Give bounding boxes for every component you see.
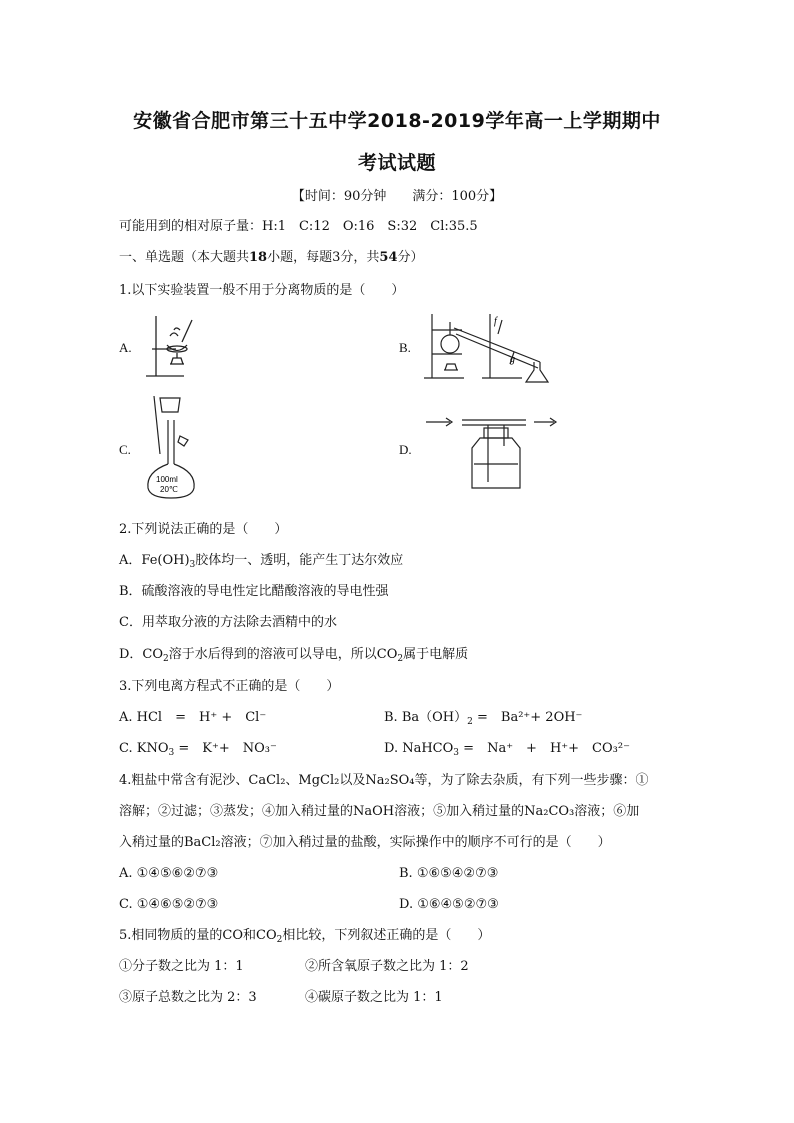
q1-option-d-label: D.	[399, 442, 412, 457]
q1-option-c-label: C.	[119, 442, 131, 457]
q4-stem-line3: 入稍过量的BaCl₂溶液；⑦加入稍过量的盐酸，实际操作中的顺序不可行的是（ ）	[119, 835, 611, 850]
distillation-apparatus-figure	[422, 310, 560, 385]
volumetric-flask-figure	[140, 394, 200, 502]
q5-statement-4: ④碳原子数之比为 1：1	[305, 990, 443, 1005]
q5-statement-2: ②所含氧原子数之比为 1：2	[305, 959, 469, 974]
q4-option-a: A. ①④⑤⑥②⑦③	[119, 866, 219, 881]
q2-option-c: C．用萃取分液的方法除去酒精中的水	[119, 615, 337, 630]
q4-option-d: D. ①⑥④⑤②⑦③	[399, 897, 499, 912]
q1-stem: 1.以下实验装置一般不用于分离物质的是（ ）	[119, 283, 405, 298]
q5-statement-3: ③原子总数之比为 2：3	[119, 990, 257, 1005]
q3-option-d: D. NaHCO$_3$ = Na⁺ + H⁺+ CO₃²⁻	[384, 741, 630, 758]
flask-volume-label: 100ml	[156, 475, 178, 484]
gas-washing-bottle-figure	[422, 412, 562, 494]
condenser-label-g: g	[510, 354, 515, 365]
section-heading: 一、单选题（本大题共18小题，每题3分，共54分）	[119, 250, 424, 265]
q4-stem-line2: 溶解；②过滤；③蒸发；④加入稍过量的NaOH溶液；⑤加入稍过量的Na₂CO₃溶液；⑥加	[119, 804, 640, 819]
condenser-label-f: f	[494, 316, 497, 327]
q3-option-b: B. $Ba(OH)_2$ = Ba²⁺+ 2OH⁻	[384, 710, 583, 727]
q2-option-b: B．硫酸溶液的导电性定比醋酸溶液的导电性强	[119, 584, 389, 599]
q4-option-b: B. ①⑥⑤④②⑦③	[399, 866, 499, 881]
evaporation-apparatus-figure	[140, 312, 210, 382]
q2-option-d: D．$CO_2$溶于水后得到的溶液可以导电，所以$CO_2$属于电解质	[119, 647, 469, 664]
q2-option-a: A．$Fe(OH)_3$胶体均一、透明，能产生丁达尔效应	[119, 553, 404, 570]
q5-statement-1: ①分子数之比为 1：1	[119, 959, 244, 974]
q5-stem: 5.相同物质的量的CO和$CO_2$相比较，下列叙述正确的是（ ）	[119, 928, 491, 945]
atomic-masses: 可能用到的相对原子量：H:1 C:12 O:16 S:32 Cl:35.5	[119, 219, 478, 234]
exam-title-line1: 安徽省合肥市第三十五中学2018-2019学年高一上学期期中	[133, 110, 661, 132]
q3-option-c: C. $KNO_3$ = K⁺+ NO₃⁻	[119, 741, 277, 758]
q1-option-b-label: B.	[399, 340, 411, 355]
q3-stem: 3.下列电离方程式不正确的是（ ）	[119, 679, 340, 694]
q3-option-a: A. HCl = H⁺ + Cl⁻	[119, 710, 267, 725]
q1-option-a-label: A.	[119, 340, 132, 355]
exam-meta: 【时间：90分钟 满分：100分】	[291, 189, 503, 204]
exam-title-line2: 考试试题	[357, 152, 436, 174]
q2-stem: 2.下列说法正确的是（ ）	[119, 522, 288, 537]
flask-temp-label: 20℃	[160, 485, 178, 494]
q4-option-c: C. ①④⑥⑤②⑦③	[119, 897, 219, 912]
q4-stem-line1: 4.粗盐中常含有泥沙、CaCl₂、MgCl₂以及Na₂SO₄等，为了除去杂质，有下列一些步骤：①	[119, 773, 649, 788]
